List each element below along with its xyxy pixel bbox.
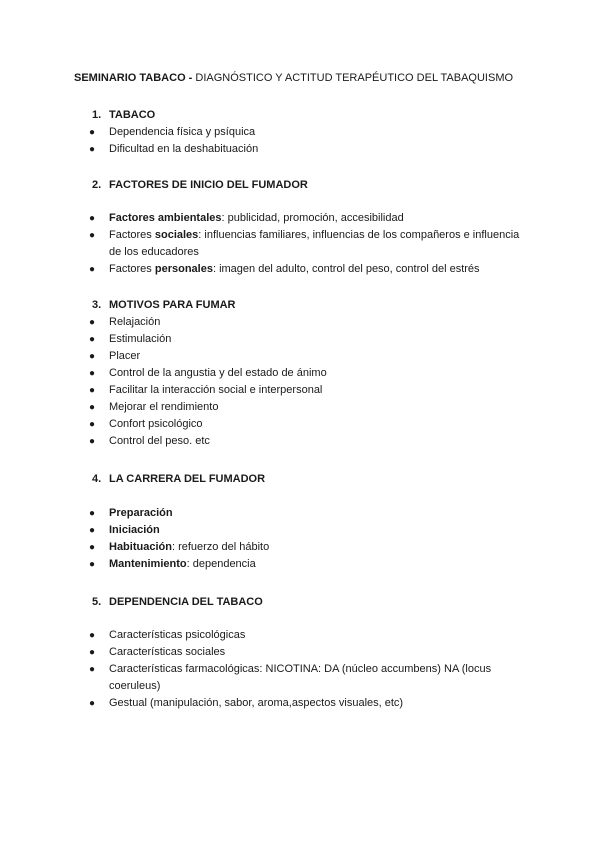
- list-item: ● Dificultad en la deshabituación: [0, 141, 529, 158]
- section-heading: 3. MOTIVOS PARA FUMAR: [92, 299, 236, 311]
- bullet-icon: ●: [89, 436, 96, 447]
- list-item: ● Habituación: refuerzo del hábito: [0, 539, 529, 556]
- bullet-icon: ●: [89, 664, 96, 675]
- list-item: ● Factores personales: imagen del adulto, control del peso, control del estrés: [0, 261, 529, 278]
- bullet-list: [0, 314, 600, 450]
- bullet-icon: ●: [89, 317, 96, 328]
- bullet-icon: ●: [89, 419, 96, 430]
- bullet-icon: ●: [89, 542, 96, 553]
- list-item: ● Placer: [0, 348, 529, 365]
- section-heading: 5. DEPENDENCIA DEL TABACO: [92, 596, 263, 608]
- list-item: ● Estimulación: [0, 331, 529, 348]
- bullet-list: [0, 505, 600, 573]
- bullet-icon: ●: [89, 264, 96, 275]
- list-item: ● Control del peso. etc: [0, 433, 529, 450]
- list-item: ● Características farmacológicas: NICOTINA: DA (núcleo accumbens) NA (locus coeruleus): [89, 663, 492, 692]
- bullet-icon: ●: [89, 385, 96, 396]
- list-item: ● Características psicológicas: [0, 627, 529, 644]
- list-item: ● Características sociales: [0, 644, 529, 661]
- title-rest: DIAGNÓSTICO Y ACTITUD TERAPÉUTICO DEL TABAQUISMO: [195, 72, 514, 84]
- bullet-icon: ●: [89, 334, 96, 345]
- list-item: ● Factores sociales: influencias familiares, influencias de los compañeros e influencia de los educadores: [89, 229, 520, 258]
- bullet-icon: ●: [89, 368, 96, 379]
- bullet-icon: ●: [89, 698, 96, 709]
- bullet-icon: ●: [89, 508, 96, 519]
- list-item: ● Confort psicológico: [0, 416, 529, 433]
- list-item: ● Gestual (manipulación, sabor, aroma,aspectos visuales, etc): [0, 695, 529, 712]
- list-item: ● Mejorar el rendimiento: [0, 399, 529, 416]
- bullet-icon: ●: [89, 230, 96, 241]
- bullet-icon: ●: [89, 647, 96, 658]
- bullet-icon: ●: [89, 351, 96, 362]
- list-item: ● Facilitar la interacción social e interpersonal: [0, 382, 529, 399]
- bullet-icon: ●: [89, 525, 96, 536]
- document-title: [74, 70, 513, 87]
- bullet-list: [0, 627, 600, 712]
- list-item: ● Relajación: [0, 314, 529, 331]
- bullet-icon: ●: [89, 144, 96, 155]
- bullet-icon: ●: [89, 402, 96, 413]
- list-item: ● Mantenimiento: dependencia: [0, 556, 529, 573]
- list-item: ● Factores ambientales: publicidad, promoción, accesibilidad: [0, 210, 529, 227]
- list-item: ● Preparación: [0, 505, 529, 522]
- section-heading: 2. FACTORES DE INICIO DEL FUMADOR: [92, 179, 308, 191]
- bullet-icon: ●: [89, 127, 96, 138]
- section-heading: 1. TABACO: [92, 109, 156, 121]
- bullet-list: [0, 124, 600, 158]
- list-item: ● Iniciación: [0, 522, 529, 539]
- title-bold: SEMINARIO TABACO -: [74, 72, 196, 84]
- bullet-icon: ●: [89, 213, 96, 224]
- list-item: ● Control de la angustia y del estado de ánimo: [0, 365, 529, 382]
- bullet-list: [0, 210, 600, 278]
- list-item: ● Dependencia física y psíquica: [0, 124, 529, 141]
- section-heading: 4. LA CARRERA DEL FUMADOR: [92, 473, 266, 485]
- bullet-icon: ●: [89, 559, 96, 570]
- bullet-icon: ●: [89, 630, 96, 641]
